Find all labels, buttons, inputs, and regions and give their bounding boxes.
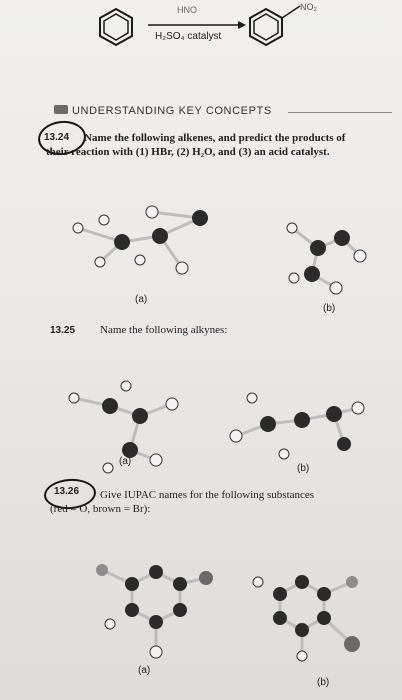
problem-number-1326: 13.26 bbox=[54, 486, 80, 497]
problem-text-1325: Name the following alkynes: bbox=[100, 324, 228, 336]
problem-text-1326-line1: Give IUPAC names for the following substances bbox=[100, 489, 315, 501]
molecule-1326a bbox=[70, 548, 250, 678]
section-title: UNDERSTANDING KEY CONCEPTS bbox=[72, 105, 272, 117]
molecule-1326b bbox=[240, 552, 390, 682]
molecule-1325a bbox=[60, 376, 240, 486]
problem-text-1324-line2: their reaction with (1) HBr, (2) H₂O, and (3) an acid catalyst. bbox=[46, 146, 330, 158]
problem-number-1325: 13.25 bbox=[50, 325, 76, 336]
section-rule bbox=[288, 112, 392, 113]
label-1326a: (a) bbox=[138, 665, 151, 676]
label-1325a: (a) bbox=[119, 456, 132, 467]
label-1326b: (b) bbox=[317, 677, 330, 688]
problem-text-1324-line1: Name the following alkenes, and predict the products of bbox=[84, 132, 346, 144]
problem-number-1324: 13.24 bbox=[44, 132, 70, 143]
label-1324a: (a) bbox=[135, 294, 148, 305]
product-substituent: NO₂ bbox=[300, 2, 317, 12]
label-1324b: (b) bbox=[323, 303, 336, 314]
problem-text-1326-line2: (red = O, brown = Br): bbox=[50, 503, 151, 515]
molecule-1324a bbox=[60, 190, 260, 310]
reagent-top: HNO bbox=[177, 5, 197, 15]
reagent-bottom: H₂SO₄ catalyst bbox=[155, 31, 222, 42]
section-icon bbox=[54, 105, 68, 114]
label-1325b: (b) bbox=[297, 463, 310, 474]
